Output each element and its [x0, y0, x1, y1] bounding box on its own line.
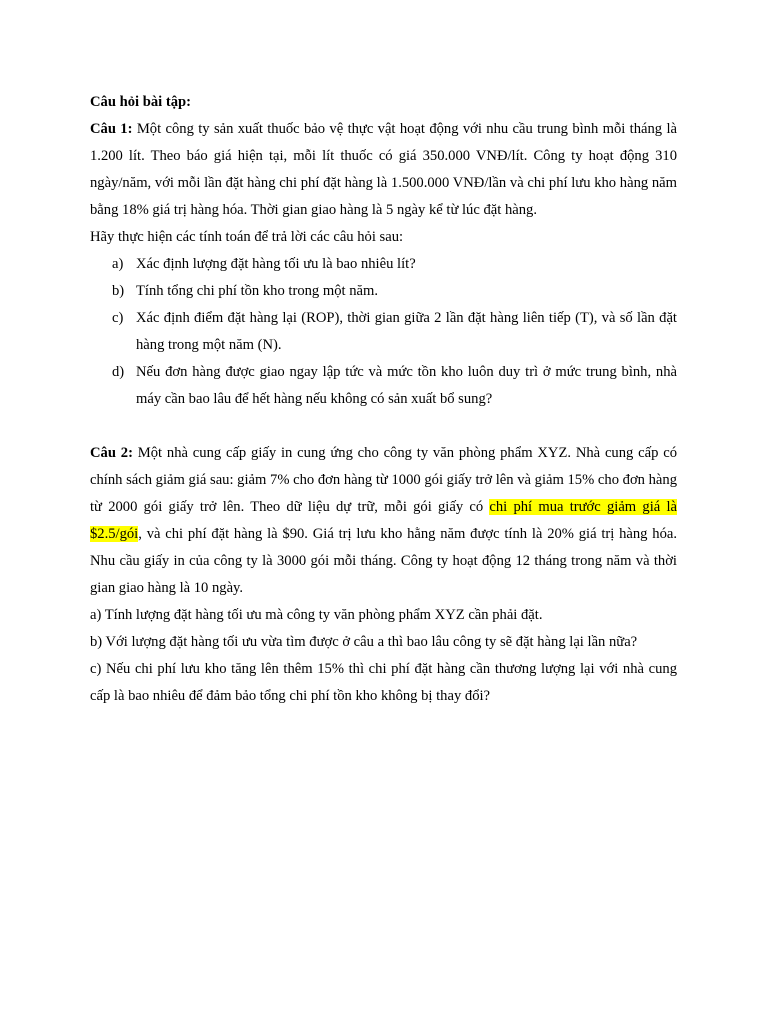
question-2-subquestion-a: a) Tính lượng đặt hàng tối ưu mà công ty văn phòng phẩm XYZ cần phải đặt. [90, 607, 543, 623]
subquestion-text: Xác định điểm đặt hàng lại (ROP), thời gian giữa 2 lần đặt hàng liên tiếp (T), và số lần đặt hàng trong một năm (N). [136, 310, 677, 353]
question-1-paragraph [90, 116, 677, 224]
subquestion-text: Tính tổng chi phí tồn kho trong một năm. [136, 283, 378, 299]
list-marker: d) [112, 364, 125, 380]
paragraph-gap [90, 413, 677, 440]
question-1-subquestions [90, 251, 677, 413]
question-2-paragraph [90, 440, 677, 602]
question-2-text-before: Một nhà cung cấp giấy in cung ứng cho công ty văn phòng phẩm XYZ. Nhà cung cấp có chính sách giảm giá sau: giảm 7% cho đơn hàng từ 1000 gói giấy trở lên và giảm 15% cho đơn hàng từ 2000 gói giấy trở lên. Theo dữ liệu dự trữ, mỗi gói giấy có [90, 445, 677, 515]
list-marker: c) [112, 310, 124, 326]
question-2-text-after: , và chi phí đặt hàng là $90. Giá trị lưu kho hằng năm được tính là 20% giá trị hàng hóa. Nhu cầu giấy in của công ty là 3000 gói mỗi tháng. Công ty hoạt động 12 tháng trong năm và thời gian giao hàng là 10 ngày. [90, 526, 677, 596]
list-marker: a) [112, 256, 124, 272]
question-2-subquestion-b: b) Với lượng đặt hàng tối ưu vừa tìm được ở câu a thì bao lâu công ty sẽ đặt hàng lại lần nữa? [90, 634, 638, 650]
question-1-text: Một công ty sản xuất thuốc bảo vệ thực vật hoạt động với nhu cầu trung bình mỗi tháng là 1.200 lít. Theo báo giá hiện tại, mỗi lít thuốc có giá 350.000 VNĐ/lít. Công ty hoạt động 310 ngày/năm, với mỗi lần đặt hàng chi phí đặt hàng là 1.500.000 VNĐ/lần và chi phí lưu kho hàng năm bằng 18% giá trị hàng hóa. Thời gian giao hàng là 5 ngày kể từ lúc đặt hàng. [90, 121, 677, 218]
question-1-instruction: Hãy thực hiện các tính toán để trả lời các câu hỏi sau: [90, 229, 404, 245]
subquestion-a [90, 251, 677, 278]
subquestion-text: Nếu đơn hàng được giao ngay lập tức và mức tồn kho luôn duy trì ở mức trung bình, nhà máy cần bao lâu để hết hàng nếu không có sản xuất bổ sung? [136, 364, 677, 407]
subquestion-b [90, 278, 677, 305]
highlighted-text: chi phí mua trước giảm giá là $2.5/gói [90, 499, 677, 542]
subquestion-d [90, 359, 677, 413]
subquestion-text: Xác định lượng đặt hàng tối ưu là bao nhiêu lít? [136, 256, 416, 272]
document-page [90, 89, 677, 710]
question-2-label: Câu 2: [90, 445, 133, 461]
question-2-subquestion-c: c) Nếu chi phí lưu kho tăng lên thêm 15% thì chi phí đặt hàng cần thương lượng lại với nhà cung cấp là bao nhiêu để đảm bảo tổng chi phí tồn kho không bị thay đổi? [90, 661, 677, 704]
subquestion-c [90, 305, 677, 359]
list-marker: b) [112, 283, 125, 299]
exercise-heading: Câu hỏi bài tập: [90, 94, 191, 110]
question-1-label: Câu 1: [90, 121, 133, 137]
